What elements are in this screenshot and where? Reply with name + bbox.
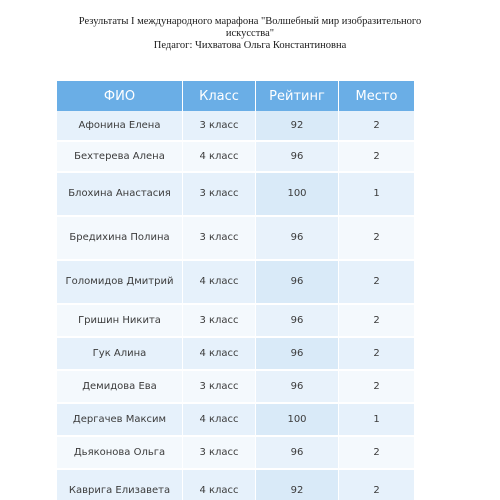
cell-rating: 96 [256, 437, 339, 470]
cell-class: 4 класс [183, 261, 256, 305]
header-title-line-1: Результаты I международного марафона "Волшебный мир изобразительного [78, 16, 422, 27]
cell-fio: Бредихина Полина [57, 217, 183, 261]
cell-fio: Кавригa Елизавета [57, 470, 183, 500]
cell-place: 2 [339, 371, 414, 404]
column-header-place: Место [339, 81, 414, 111]
cell-place: 2 [339, 437, 414, 470]
cell-rating: 100 [256, 404, 339, 437]
cell-place: 2 [339, 470, 414, 500]
cell-place: 2 [339, 338, 414, 371]
cell-class: 4 класс [183, 142, 256, 173]
table-row [57, 217, 414, 261]
cell-place: 1 [339, 173, 414, 217]
cell-class: 3 класс [183, 217, 256, 261]
cell-class: 3 класс [183, 305, 256, 338]
column-header-fio: ФИО [57, 81, 183, 111]
cell-fio: Бехтерева Алена [57, 142, 183, 173]
cell-fio: Афонина Елена [57, 111, 183, 142]
cell-place: 2 [339, 261, 414, 305]
cell-place: 2 [339, 305, 414, 338]
results-table-container [57, 81, 414, 500]
cell-place: 1 [339, 404, 414, 437]
table-row [57, 142, 414, 173]
cell-rating: 100 [256, 173, 339, 217]
cell-place: 2 [339, 217, 414, 261]
results-table [57, 81, 414, 500]
cell-class: 3 класс [183, 111, 256, 142]
column-header-class: Класс [183, 81, 256, 111]
cell-class: 4 класс [183, 338, 256, 371]
cell-class: 4 класс [183, 470, 256, 500]
cell-place: 2 [339, 142, 414, 173]
column-header-rating: Рейтинг [256, 81, 339, 111]
table-row [57, 371, 414, 404]
table-row [57, 470, 414, 500]
cell-fio: Демидова Ева [57, 371, 183, 404]
table-header-row [57, 81, 414, 111]
table-row [57, 338, 414, 371]
cell-class: 3 класс [183, 173, 256, 217]
cell-rating: 92 [256, 111, 339, 142]
cell-rating: 96 [256, 142, 339, 173]
table-row [57, 261, 414, 305]
cell-rating: 96 [256, 217, 339, 261]
cell-fio: Гук Алина [57, 338, 183, 371]
cell-class: 4 класс [183, 404, 256, 437]
table-row [57, 111, 414, 142]
cell-place: 2 [339, 111, 414, 142]
cell-rating: 96 [256, 371, 339, 404]
cell-class: 3 класс [183, 371, 256, 404]
table-row [57, 305, 414, 338]
cell-fio: Блохина Анастасия [57, 173, 183, 217]
cell-fio: Дергачев Максим [57, 404, 183, 437]
document-header [0, 16, 500, 52]
header-teacher-line: Педагог: Чихватова Ольга Константиновна [153, 40, 347, 51]
cell-rating: 96 [256, 261, 339, 305]
cell-rating: 96 [256, 338, 339, 371]
cell-class: 3 класс [183, 437, 256, 470]
table-row [57, 173, 414, 217]
cell-rating: 92 [256, 470, 339, 500]
table-row [57, 437, 414, 470]
cell-fio: Гришин Никита [57, 305, 183, 338]
cell-fio: Дьяконова Ольга [57, 437, 183, 470]
table-row [57, 404, 414, 437]
cell-fio: Голомидов Дмитрий [57, 261, 183, 305]
header-title-line-2: искусства" [225, 28, 275, 39]
cell-rating: 96 [256, 305, 339, 338]
